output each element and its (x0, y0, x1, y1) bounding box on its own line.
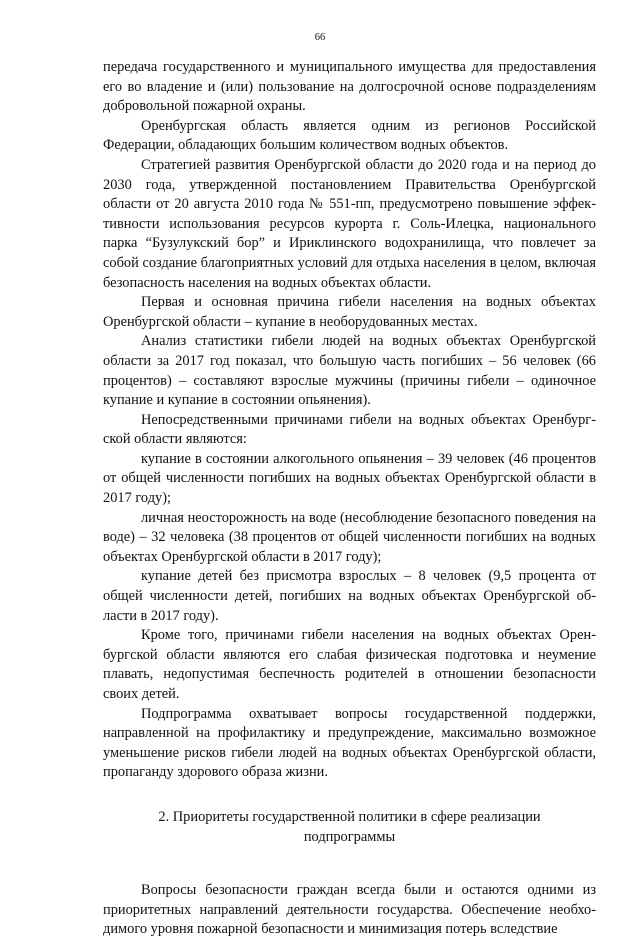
document-body (103, 58, 596, 940)
page-number: 66 (314, 32, 326, 43)
section-heading-line-1: 2. Приоритеты государственной политики в сфере реализации (158, 808, 541, 825)
paragraph-subprogram-scope: Подпрограмма охватывает вопросы государственной поддержки, направленной на профилактику и предупреждение, максимально возможное уменьшение рисков гибели людей на водных объектах Оренбургской области, пропаганду здорового образа жизни. (103, 705, 596, 781)
paragraph-water-objects-region: Оренбургская область является одним из регионов Российской Федерации, обладающих большим количеством водных объектов. (103, 117, 596, 154)
paragraph-property-transfer: передача государственного и муниципального имущества для предоставления его во владение и (или) пользование на долгосрочной основе подразделениям добровольной пожарной охраны. (103, 59, 596, 115)
paragraph-cause-alcohol: купание в состоянии алкогольного опьянения – 39 человек (46 процентов от общей численности погибших на водных объектах Оренбургской области в 2017 году); (103, 450, 596, 507)
section-heading-line-2: подпрограммы (303, 828, 396, 845)
paragraph-additional-causes: Кроме того, причинами гибели населения на водных объектах Оренбургской области являются его слабая физическая подготовка и неумение плавать, недопустимая беспечность родителей в отношении безопасности своих детей. (103, 627, 596, 702)
section-heading (103, 807, 596, 847)
paragraph-main-cause: Первая и основная причина гибели населения на водных объектах Оренбургской области – купание в необорудованных местах. (103, 294, 596, 330)
paragraph-development-strategy: Стратегией развития Оренбургской области до 2020 года и на период до 2030 года, утвержденной постановлением Правительства Оренбургской области от 20 августа 2010 года № 551-пп, предусмотрено повышение эффективности использования ресурсов курорта г. Соль-Илецка, национального парка “Бузулукский бор” и Ириклинского водохранилища, что повлечет за собой создание благоприятных условий для отдыха населения в целом, включая безопасность населения на водных объектах области. (103, 156, 596, 291)
paragraph-statistics-2017: Анализ статистики гибели людей на водных объектах Оренбургской области за 2017 год показал, что большую часть погибших – 56 человек (66 процентов) – составляют взрослые мужчины (причины гибели – одиночное купание и купание в состоянии опьянения). (103, 333, 596, 409)
paragraph-cause-unsupervised-children: купание детей без присмотра взрослых – 8 человек (9,5 процента от общей численности детей, погибших на водных объектах Оренбургской области в 2017 году). (103, 568, 596, 624)
paragraph-direct-causes-intro: Непосредственными причинами гибели на водных объектах Оренбургской области являются: (103, 411, 596, 448)
paragraph-cause-carelessness: личная неосторожность на воде (несоблюдение безопасного поведения на воде) – 32 человека (38 процентов от общей численности погибших на водных объектах Оренбургской области в 2017 году); (103, 509, 596, 565)
paragraph-security-priority: Вопросы безопасности граждан всегда были и остаются одними из приоритетных направлений деятельности государства. Обеспечение необходимого уровня пожарной безопасности и минимизация потерь вследствие (103, 881, 596, 938)
